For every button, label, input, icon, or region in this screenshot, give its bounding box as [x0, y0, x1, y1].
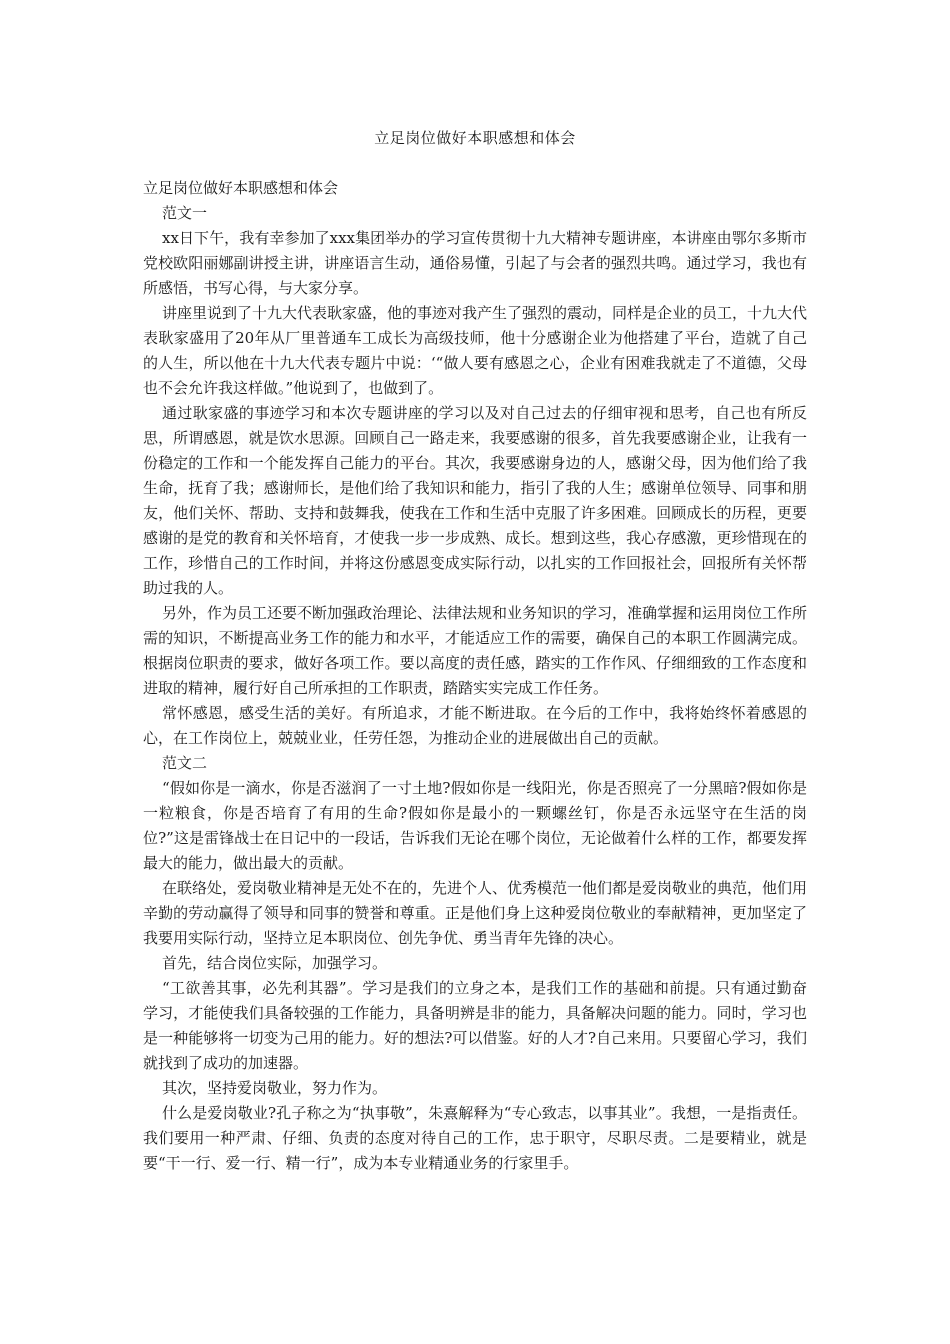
document-body — [143, 176, 807, 1176]
paragraph: “假如你是一滴水，你是否滋润了一寸土地?假如你是一线阳光，你是否照亮了一分黑暗?假如你是一粒粮食，你是否培育了有用的生命?假如你是最小的一颗螺丝钉，你是否永远坚守在生活的岗位?”这是雷锋战士在日记中的一段话，告诉我们无论在哪个岗位，无论做着什么样的工作，都要发挥最大的能力，做出最大的贡献。 — [143, 779, 807, 872]
paragraph: 通过耿家盛的事迹学习和本次专题讲座的学习以及对自己过去的仔细审视和思考，自己也有所反思，所谓感恩，就是饮水思源。回顾自己一路走来，我要感谢的很多，首先我要感谢企业，让我有一份稳定的工作和一个能发挥自己能力的平台。其次，我要感谢身边的人，感谢父母，因为他们给了我生命，抚育了我；感谢师长，是他们给了我知识和能力，指引了我的人生；感谢单位领导、同事和朋友，他们关怀、帮助、支持和鼓舞我，使我在工作和生活中克服了许多困难。回顾成长的历程，更要感谢的是党的教育和关怀培育，才使我一步一步成熟、成长。想到这些，我心存感激，更珍惜现在的工作，珍惜自己的工作时间，并将这份感恩变成实际行动，以扎实的工作回报社会，回报所有关怀帮助过我的人。 — [143, 404, 807, 597]
paragraph: 首先，结合岗位实际，加强学习。 — [162, 954, 388, 972]
paragraph: “工欲善其事，必先利其器”。学习是我们的立身之本，是我们工作的基础和前提。只有通过勤奋学习，才能使我们具备较强的工作能力，具备明辨是非的能力，具备解决问题的能力。同时，学习也是一种能够将一切变为己用的能力。好的想法?可以借鉴。好的人才?自己来用。只要留心学习，我们就找到了成功的加速器。 — [143, 979, 807, 1072]
document-heading: 立足岗位做好本职感想和体会 — [143, 179, 339, 197]
paragraph: 讲座里说到了十九大代表耿家盛，他的事迹对我产生了强烈的震动，同样是企业的员工，十九大代表耿家盛用了20年从厂里普通车工成长为高级技师，他十分感谢企业为他搭建了平台，造就了自己的人生，所以他在十九大代表专题片中说：‘“做人要有感恩之心，企业有困难我就走了不道德，父母也不会允许我这样做。”他说到了，也做到了。 — [143, 304, 808, 397]
paragraph: xx日下午，我有幸参加了xxx集团举办的学习宣传贯彻十九大精神专题讲座，本讲座由鄂尔多斯市党校欧阳丽娜副讲授主讲，讲座语言生动，通俗易懂，引起了与会者的强烈共鸣。通过学习，我也有所感悟，书写心得，与大家分享。 — [143, 229, 807, 297]
paragraph: 在联络处，爱岗敬业精神是无处不在的，先进个人、优秀模范一他们都是爱岗敬业的典范，他们用辛勤的劳动赢得了领导和同事的赞誉和尊重。正是他们身上这种爱岗位敬业的奉献精神，更加坚定了我要用实际行动，坚持立足本职岗位、创先争优、勇当青年先锋的决心。 — [143, 879, 808, 947]
document-title: 立足岗位做好本职感想和体会 — [374, 129, 576, 147]
paragraph: 其次，坚持爱岗敬业，努力作为。 — [162, 1079, 388, 1097]
paragraph: 常怀感恩，感受生活的美好。有所追求，才能不断进取。在今后的工作中，我将始终怀着感恩的心，在工作岗位上，兢兢业业，任劳任怨，为推动企业的进展做出自己的贡献。 — [143, 704, 807, 747]
paragraph: 什么是爱岗敬业?孔子称之为“执事敬”，朱熹解释为“专心致志，以事其业”。我想，一是指责任。我们要用一种严肃、仔细、负责的态度对待自己的工作，忠于职守，尽职尽责。二是要精业，就是要“干一行、爱一行、精一行”，成为本专业精通业务的行家里手。 — [143, 1104, 807, 1172]
section-label-2: 范文二 — [162, 754, 208, 772]
section-label-1: 范文一 — [162, 204, 208, 222]
paragraph: 另外，作为员工还要不断加强政治理论、法律法规和业务知识的学习，准确掌握和运用岗位工作所需的知识，不断提高业务工作的能力和水平，才能适应工作的需要，确保自己的本职工作圆满完成。根据岗位职责的要求，做好各项工作。要以高度的责任感，踏实的工作作风、仔细细致的工作态度和进取的精神，履行好自己所承担的工作职责，踏踏实实完成工作任务。 — [143, 604, 808, 697]
